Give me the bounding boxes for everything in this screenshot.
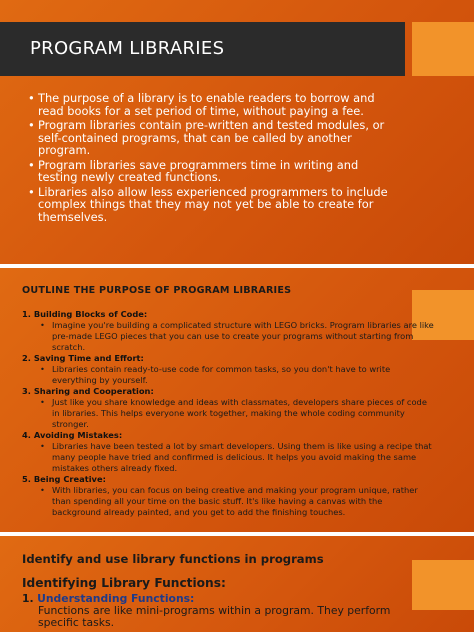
bullet-item: • Program libraries save programmers time in writing and testing newly created functions. <box>28 159 394 184</box>
list-item <box>22 430 434 474</box>
slide-title: PROGRAM LIBRARIES <box>30 38 225 59</box>
list-item-heading: 1. Building Blocks of Code: <box>22 309 148 319</box>
list-item <box>22 353 434 386</box>
bullet-list <box>28 92 394 225</box>
slide-title: OUTLINE THE PURPOSE OF PROGRAM LIBRARIES <box>22 285 292 296</box>
list-item-heading: 2. Saving Time and Effort: <box>22 353 144 363</box>
list-item-detail: • With libraries, you can focus on being creative and making your program unique, rather than spending all your time on the basic stuff. It's like having a canvas with the background already painted, and you get to add the finishing touches. <box>40 485 434 518</box>
slide-heading: Identify and use library functions in programs <box>22 552 324 566</box>
list-item-detail: • Libraries have been tested a lot by smart developers. Using them is like using a recipe that many people have tried and confirmed is delicious. It helps you avoid making the same mistakes others already fixed. <box>40 441 434 474</box>
list-item-detail: • Just like you share knowledge and ideas with classmates, developers share pieces of code in libraries. This helps everyone work together, making the whole coding community stronger. <box>40 397 434 430</box>
list-item <box>22 474 434 518</box>
bullet-item: • The purpose of a library is to enable readers to borrow and read books for a set period of time, without paying a fee. <box>28 92 394 117</box>
list-item-detail: • Imagine you're building a complicated structure with LEGO bricks. Program libraries are like pre-made LEGO pieces that you can use to create your programs without starting from scratch. <box>40 320 434 353</box>
list-item <box>22 386 434 430</box>
item-label-link[interactable]: Understanding Functions: <box>37 592 195 605</box>
list-item-heading: 4. Avoiding Mistakes: <box>22 430 123 440</box>
numbered-list <box>22 309 434 518</box>
bullet-item: • Program libraries contain pre-written and tested modules, or self-contained programs, that can be called by another program. <box>28 119 394 157</box>
accent-block <box>412 22 474 76</box>
bullet-item: • Libraries also allow less experienced programmers to include complex things that they may not yet be able to create for themselves. <box>28 186 394 224</box>
accent-block <box>412 560 474 610</box>
item-number: 1. <box>22 592 34 605</box>
list-item-detail: • Libraries contain ready-to-use code for common tasks, so you don't have to write everything by yourself. <box>40 364 434 386</box>
list-item-heading: 3. Sharing and Cooperation: <box>22 386 154 396</box>
item-text: Functions are like mini-programs within a program. They perform specific tasks. <box>38 604 391 629</box>
list-item <box>22 309 434 353</box>
slide-subheading: Identifying Library Functions: <box>22 576 226 590</box>
list-item-heading: 5. Being Creative: <box>22 474 106 484</box>
